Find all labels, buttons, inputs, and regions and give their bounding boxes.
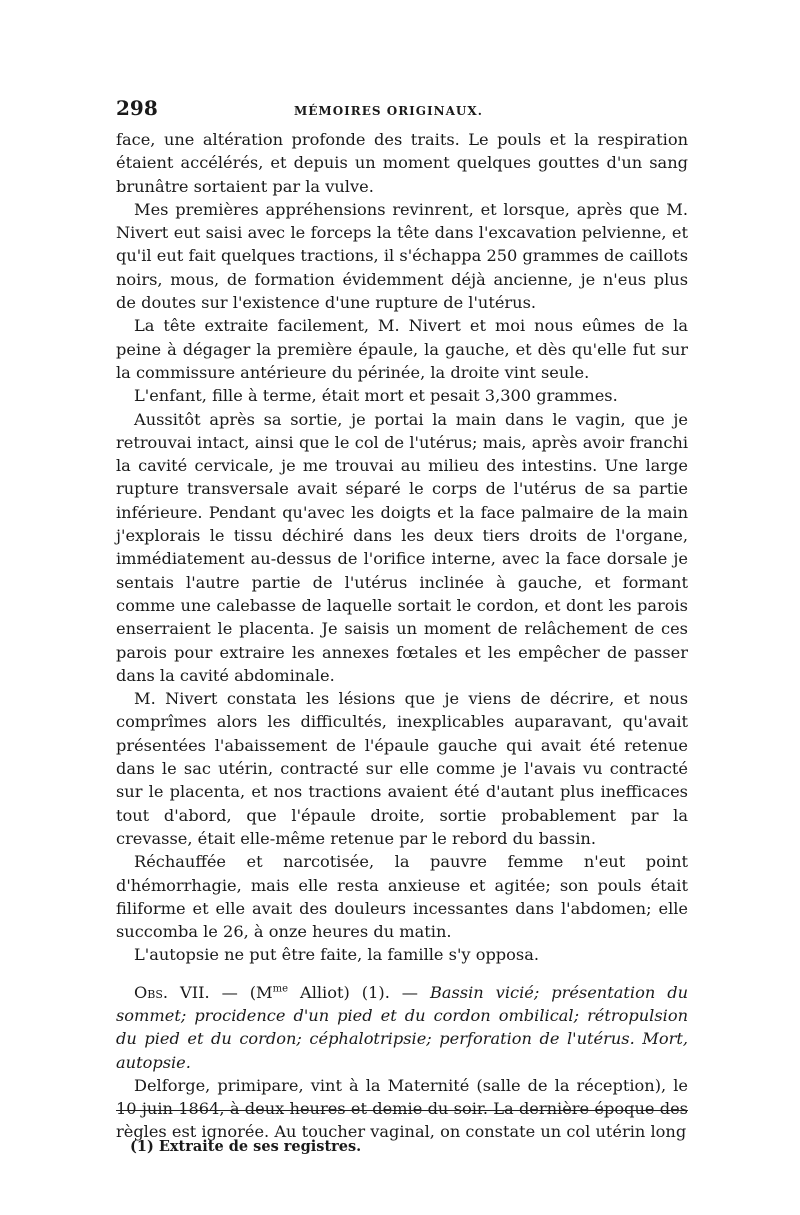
running-title: MÉMOIRES ORIGINAUX. xyxy=(294,104,483,118)
observation-label: Obs. VII. xyxy=(134,982,210,1002)
paragraph: face, une altération profonde des traits. Le pouls et la respiration étaient accélérés, et depuis un moment quelques gouttes d'un sang brunâtre sortaient par la vulve. xyxy=(116,130,688,196)
footnote-rule xyxy=(116,1110,688,1111)
section-gap xyxy=(116,967,688,981)
paragraph: M. Nivert constata les lésions que je viens de décrire, et nous comprîmes alors les difficultés, inexplicables auparavant, qu'avait présentées l'abaissement de l'épaule gauche qui avait été retenue dans le sac utérin, contracté sur elle comme je l'avais vu contracté sur le placenta, et nos tractions avaient été d'autant plus inefficaces tout d'abord, que l'épaule droite, sortie probablement par la crevasse, était elle-même retenue par le rebord du bassin. xyxy=(116,689,688,848)
observation-title: Bassin vicié; présentation du sommet; procidence d'un pied et du cordon ombilical; rétropulsion du pied et du cordon; céphalotripsie; perforation de l'utérus. Mort, autopsie. xyxy=(116,982,688,1072)
observation-name: Alliot) (1). — xyxy=(288,982,430,1002)
observation-superscript: me xyxy=(272,983,289,995)
paragraph: Réchauffée et narcotisée, la pauvre femme n'eut point d'hémorrhagie, mais elle resta anxieuse et agitée; son pouls était filiforme et elle avait des douleurs incessantes dans l'abdomen; elle succomba le 26, à onze heures du matin. xyxy=(116,852,688,942)
page-number: 298 xyxy=(116,96,158,120)
paragraph: Aussitôt après sa sortie, je portai la main dans le vagin, que je retrouvai intact, ainsi que le col de l'utérus; mais, après avoir franchi la cavité cervicale, je me trouvai au milieu des intestins. Une large rupture transversale avait séparé le corps de l'utérus de sa partie inférieure. Pendant qu'avec les doigts et la face palmaire de la main j'explorais le tissu déchiré dans les deux tiers droits de l'organe, immédiatement au-dessus de l'orifice interne, avec la face dorsale je sentais l'autre partie de l'utérus inclinée à gauche, et formant comme une calebasse de laquelle sortait le cordon, et dont les parois enserraient le placenta. Je saisis un moment de relâchement de ces parois pour extraire les annexes fœtales et les empêcher de passer dans la cavité abdominale. xyxy=(116,409,688,685)
observation-heading xyxy=(116,981,688,1074)
page xyxy=(116,96,688,1144)
body-text xyxy=(116,128,688,1144)
paragraph: Mes premières appréhensions revinrent, et lorsque, après que M. Nivert eut saisi avec le forceps la tête dans l'excavation pelvienne, et qu'il eut fait quelques tractions, il s'échappa 250 grammes de caillots noirs, mous, de formation évidemment déjà ancienne, je n'eus plus de doutes sur l'existence d'une rupture de l'utérus. xyxy=(116,199,688,313)
observation-dash: — (M xyxy=(209,982,273,1002)
footnote: (1) Extraite de ses registres. xyxy=(130,1138,362,1155)
paragraph: L'enfant, fille à terme, était mort et pesait 3,300 grammes. xyxy=(134,386,618,406)
page-header xyxy=(116,96,688,128)
observation-text: Delforge, primipare, vint à la Maternité (salle de la réception), le 10 juin 1864, à deux heures et demie du soir. La dernière époque des règles est ignorée. Au toucher vaginal, on constate un col utérin long xyxy=(116,1075,688,1142)
paragraph: La tête extraite facilement, M. Nivert et moi nous eûmes de la peine à dégager la première épaule, la gauche, et dès qu'elle fut sur la commissure antérieure du périnée, la droite vint seule. xyxy=(116,316,688,382)
paragraph: L'autopsie ne put être faite, la famille s'y opposa. xyxy=(134,945,540,965)
